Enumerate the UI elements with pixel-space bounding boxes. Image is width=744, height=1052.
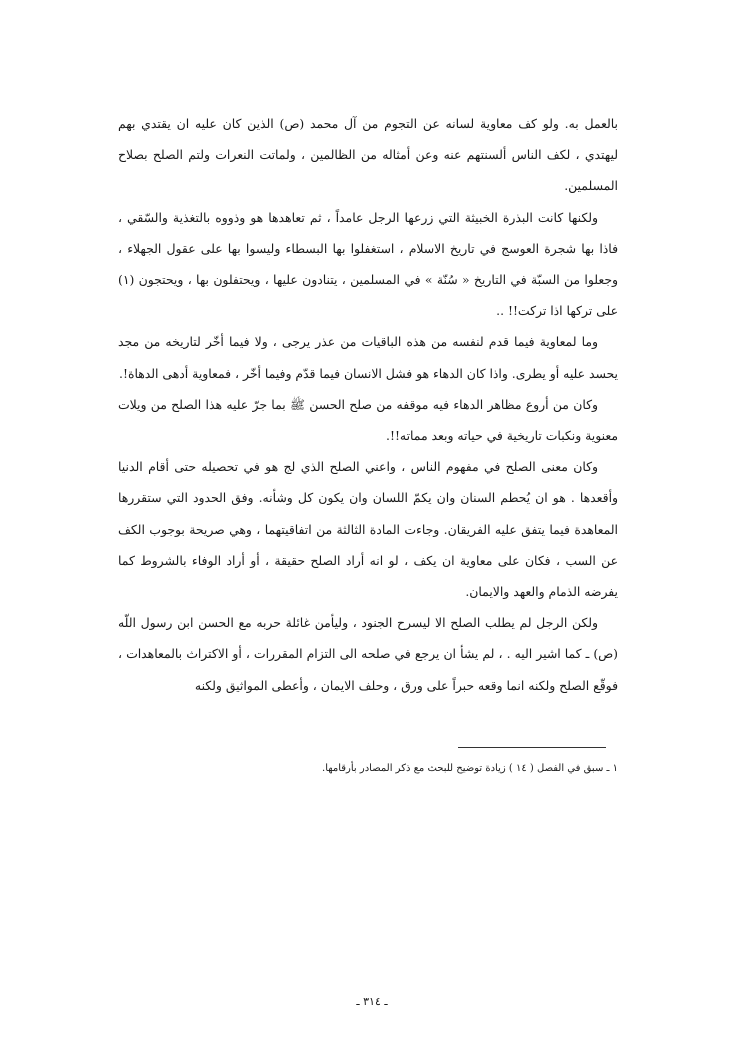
main-text (118, 108, 618, 701)
paragraph: وكان معنى الصلح في مفهوم الناس ، واعني الصلح الذي لج هو في تحصيله حتى أقام الدنيا وأقعدها . هو ان يُحطم السنان وان يكمّ اللسان وان يكون كل وشأنه. وفق الحدود التي ستقررها المعاهدة فيما يتفق عليه الفريقان. وجاءت المادة الثالثة من اتفاقيتهما ، وهي صريحة بوجوب الكف عن السب ، فكان على معاوية ان يكف ، لو انه أراد الصلح حقيقة ، أو أراد الوفاء بالشروط كما يفرضه الذمام والعهد والايمان. (118, 459, 618, 600)
paragraph: وما لمعاوية فيما قدم لنفسه من هذه الباقيات من عذر يرجى ، ولا فيما أخّر لتاريخه من مجد يحسد عليه أو يطرى. واذا كان الدهاء هو فشل الانسان فيما قدّم وفيما أخّر ، فمعاوية أدهى الدهاة!. (118, 334, 618, 381)
paragraph: وكان من أروع مظاهر الدهاء فيه موقفه من صلح الحسن ﷺ بما جرّ عليه هذا الصلح من ويلات معنوية ونكبات تاريخية في حياته وبعد مماته!!. (118, 396, 618, 444)
paragraph: ولكن الرجل لم يطلب الصلح الا ليسرح الجنود ، وليأمن غائلة حربه مع الحسن ابن رسول اللّه (ص) ـ كما اشير اليه . ، لم يشأ ان يرجع في صلحه الى التزام المقررات ، أو الاكتراث بالمعاهدات ، فوقّع الصلح ولكنه انما وقعه حبراً على ورق ، وحلف الايمان ، وأعطى المواثيق ولكنه (118, 615, 618, 693)
page-number: ـ ٣١٤ ـ (356, 995, 388, 1008)
paragraph: بالعمل به. ولو كف معاوية لسانه عن التجوم من آل محمد (ص) الذين كان عليه ان يقتدي بهم ليهتدي ، لكف الناس ألسنتهم عنه وعن أمثاله من الظالمين ، ولماتت النعرات ولتم الصلح بصلاح المسلمين. (118, 116, 618, 194)
footnote-divider (458, 747, 606, 748)
paragraph: ولكنها كانت البذرة الخبيثة التي زرعها الرجل عامداً ، ثم تعاهدها هو وذووه بالتغذية والسّقي ، فاذا بها شجرة العوسج في تاريخ الاسلام ، استغفلوا بها البسطاء وليسوا بها على عقول الجهلاء ، وجعلوا من السبّة في التاريخ « سُنّة » في المسلمين ، يتنادون عليها ، ويحتفلون بها ، ويحتجون (١) على تركها اذا تركت!! .. (118, 209, 618, 319)
footnote: ١ ـ سبق في الفصل ( ١٤ ) زيادة توضيح للبحث مع ذكر المصادر بأرقامها. (322, 763, 618, 774)
